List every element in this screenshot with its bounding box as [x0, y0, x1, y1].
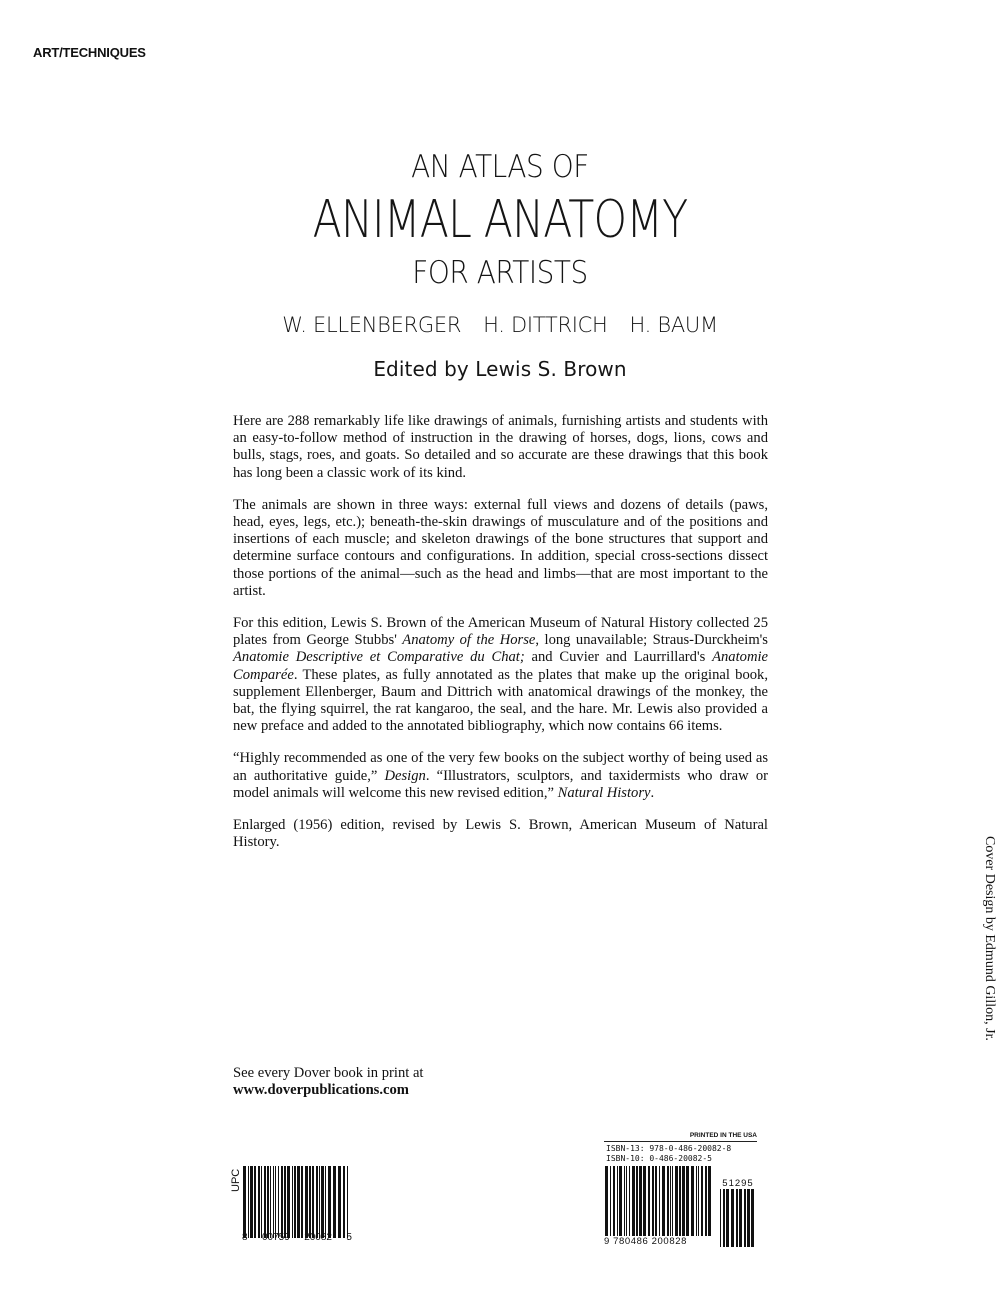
- ean-barcode-icon: [604, 1166, 711, 1236]
- author-list: [200, 313, 800, 337]
- isbn-10: ISBN-10: 0-486-20082-5: [606, 1154, 712, 1163]
- category-label: ART/TECHNIQUES: [33, 45, 146, 60]
- description-paragraph: For this edition, Lewis S. Brown of the American Museum of Natural History collected 25 plates from George Stubbs' Anatomy of the Horse, long unavailable; Straus-Durckheim's Anatomie Descriptive et Comparative du Chat; and Cuvier and Laurrillard's Anatomie Comparée. These plates, as fully annotated as the plates that make up the original book, supplement Ellenberger, Baum and Dittrich with anatomical drawings of the monkey, the bat, the flying squirrel, the rat kangaroo, the seal, and the hare. Mr. Lewis also provided a new preface and added to the annotated bibliography, which now contains 66 items.: [233, 615, 769, 735]
- ean-digits: 9 780486 200828: [604, 1236, 687, 1247]
- title-line-3: FOR ARTISTS: [412, 255, 588, 291]
- printed-in-usa: PRINTED IN THE USA: [689, 1132, 757, 1139]
- review-quotes: “Highly recommended as one of the very few books on the subject worthy of being used as an authoritative guide,” Design. “Illustrators, sculptors, and taxidermists who draw or model animals will welcome this new revised edition,” Natural History.: [233, 750, 768, 801]
- isbn-13: ISBN-13: 978-0-486-20082-8: [606, 1144, 732, 1153]
- description-body: [233, 413, 768, 866]
- divider: [604, 1141, 757, 1142]
- dover-promo: [233, 1065, 423, 1099]
- addon-digits: 51295: [722, 1178, 754, 1189]
- author-name: H. DITTRICH: [483, 313, 608, 337]
- upc-label: UPC: [230, 1168, 242, 1192]
- title-line-1: AN ATLAS OF: [411, 149, 589, 185]
- isbn-barcode-block: [604, 1132, 757, 1247]
- author-name: W. ELLENBERGER: [282, 313, 462, 337]
- author-name: H. BAUM: [629, 313, 718, 337]
- editor-line: Edited by Lewis S. Brown: [373, 357, 627, 381]
- edition-note: Enlarged (1956) edition, revised by Lewis S. Brown, American Museum of Natural History.: [233, 817, 768, 851]
- description-paragraph: The animals are shown in three ways: external full views and dozens of details (paws, head, eyes, legs, etc.); beneath-the-skin drawings of musculature and of the positions and insertions of each muscle; and skeleton drawings of the bone structures that support and determine surface contours and configurations. In addition, special cross-sections dissect those portions of the animal—such as the head and limbs—that are most important to the artist.: [233, 496, 768, 599]
- dover-url-link[interactable]: www.doverpublications.com: [233, 1082, 409, 1098]
- ean-barcode: [604, 1166, 757, 1247]
- book-title: ANIMAL ANATOMY: [312, 190, 688, 250]
- upc-barcode: [242, 1166, 352, 1243]
- addon-barcode-icon: [719, 1189, 757, 1247]
- upc-barcode-icon: [242, 1166, 350, 1238]
- dover-promo-text: See every Dover book in print at: [233, 1065, 424, 1081]
- ean-addon: [719, 1178, 757, 1247]
- description-paragraph: Here are 288 remarkably life like drawings of animals, furnishing artists and students with an easy-to-follow method of instruction in the drawing of horses, dogs, lions, cows and bulls, stags, roes, and goats. So detailed and so accurate are these drawings that this book has long been a classic work of its kind.: [233, 413, 768, 481]
- upc-digits: 8 00759 20082 5: [242, 1232, 352, 1243]
- cover-credit: Cover Design by Edmund Gillon, Jr.: [982, 836, 997, 1041]
